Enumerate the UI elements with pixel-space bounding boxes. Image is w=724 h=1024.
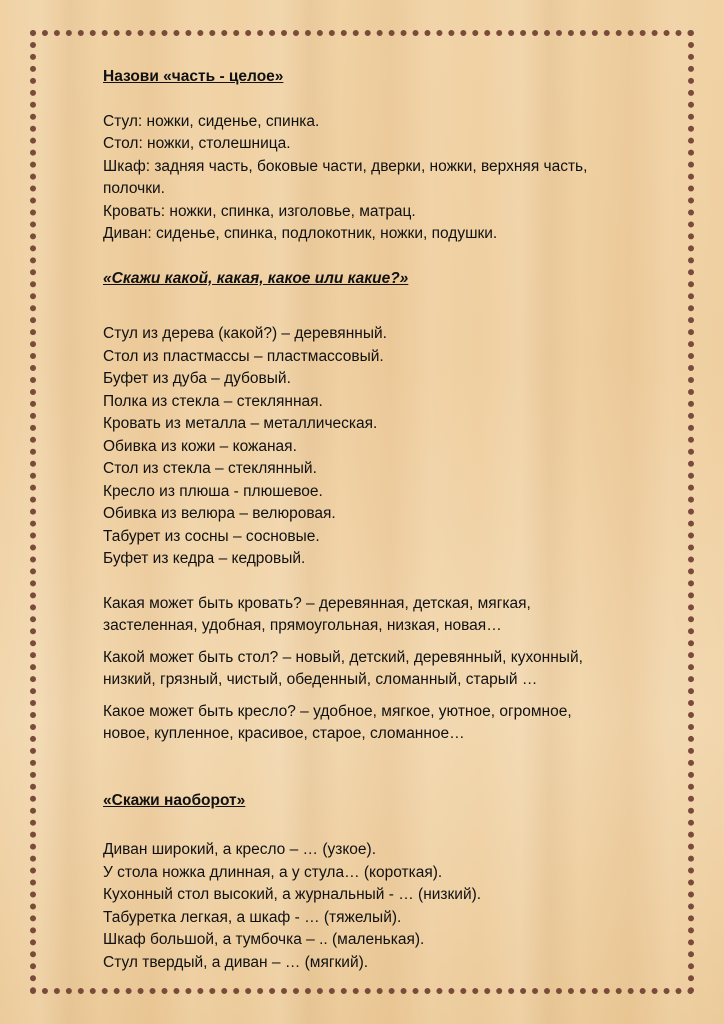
section1-line: полочки.: [103, 180, 165, 197]
section1-line: Диван: сиденье, спинка, подлокотник, ножки, подушки.: [103, 225, 498, 242]
section3-title: «Скажи наоборот»: [103, 791, 246, 809]
section2-line: Кровать из металла – металлическая.: [103, 415, 378, 432]
paragraph-line: низкий, грязный, чистый, обеденный, сломанный, старый …: [103, 671, 538, 688]
section2-paragraph-table: [103, 647, 663, 692]
section2-line: Полка из стекла – стеклянная.: [103, 392, 323, 410]
document-body: [103, 66, 663, 974]
section3-line: Табуретка легкая, а шкаф - … (тяжелый).: [103, 908, 402, 926]
section3-line: Шкаф большой, а тумбочка – .. (маленькая).: [103, 931, 425, 948]
section1-line: Стул: ножки, сиденье, спинка.: [103, 112, 320, 130]
paragraph-line: застеленная, удобная, прямоугольная, низкая, новая…: [103, 617, 502, 634]
section2-paragraph-bed: [103, 593, 663, 638]
section2-line: Обивка из кожи – кожаная.: [103, 437, 297, 455]
section1-line: Стол: ножки, столешница.: [103, 135, 291, 152]
section3-line: Кухонный стол высокий, а журнальный - … (низкий).: [103, 886, 482, 903]
section2-paragraph-armchair: [103, 701, 663, 746]
paragraph-line: Какое может быть кресло? – удобное, мягкое, уютное, огромное,: [103, 702, 572, 720]
section1-list: [103, 111, 663, 246]
section2-line: Стул из дерева (какой?) – деревянный.: [103, 325, 387, 342]
section2-line: Табурет из сосны – сосновые.: [103, 527, 320, 545]
paragraph-line: Какая может быть кровать? – деревянная, детская, мягкая,: [103, 594, 531, 612]
section2-line: Обивка из велюра – велюровая.: [103, 505, 336, 522]
section3-line: У стола ножка длинная, а у стула… (короткая).: [103, 863, 443, 881]
paragraph-line: Какой может быть стол? – новый, детский, деревянный, кухонный,: [103, 648, 583, 666]
paragraph-line: новое, купленное, красивое, старое, сломанное…: [103, 725, 465, 742]
section1-line: Шкаф: задняя часть, боковые части, дверки, ножки, верхняя часть,: [103, 157, 588, 175]
section2-line: Кресло из плюша - плюшевое.: [103, 482, 323, 500]
section2-line: Стол из пластмассы – пластмассовый.: [103, 347, 384, 365]
section3-list: [103, 839, 663, 974]
section2-line: Буфет из дуба – дубовый.: [103, 370, 291, 387]
section2-list: [103, 323, 663, 571]
section1-line: Кровать: ножки, спинка, изголовье, матрац.: [103, 202, 416, 220]
section3-line: Диван широкий, а кресло – … (узкое).: [103, 841, 377, 858]
section1-title: Назови «часть - целое»: [103, 68, 284, 85]
section3-line: Стул твердый, а диван – … (мягкий).: [103, 953, 369, 971]
section2-line: Стол из стекла – стеклянный.: [103, 460, 317, 477]
section2-title: «Скажи какой, какая, какое или какие?»: [103, 269, 409, 287]
section2-line: Буфет из кедра – кедровый.: [103, 550, 306, 567]
